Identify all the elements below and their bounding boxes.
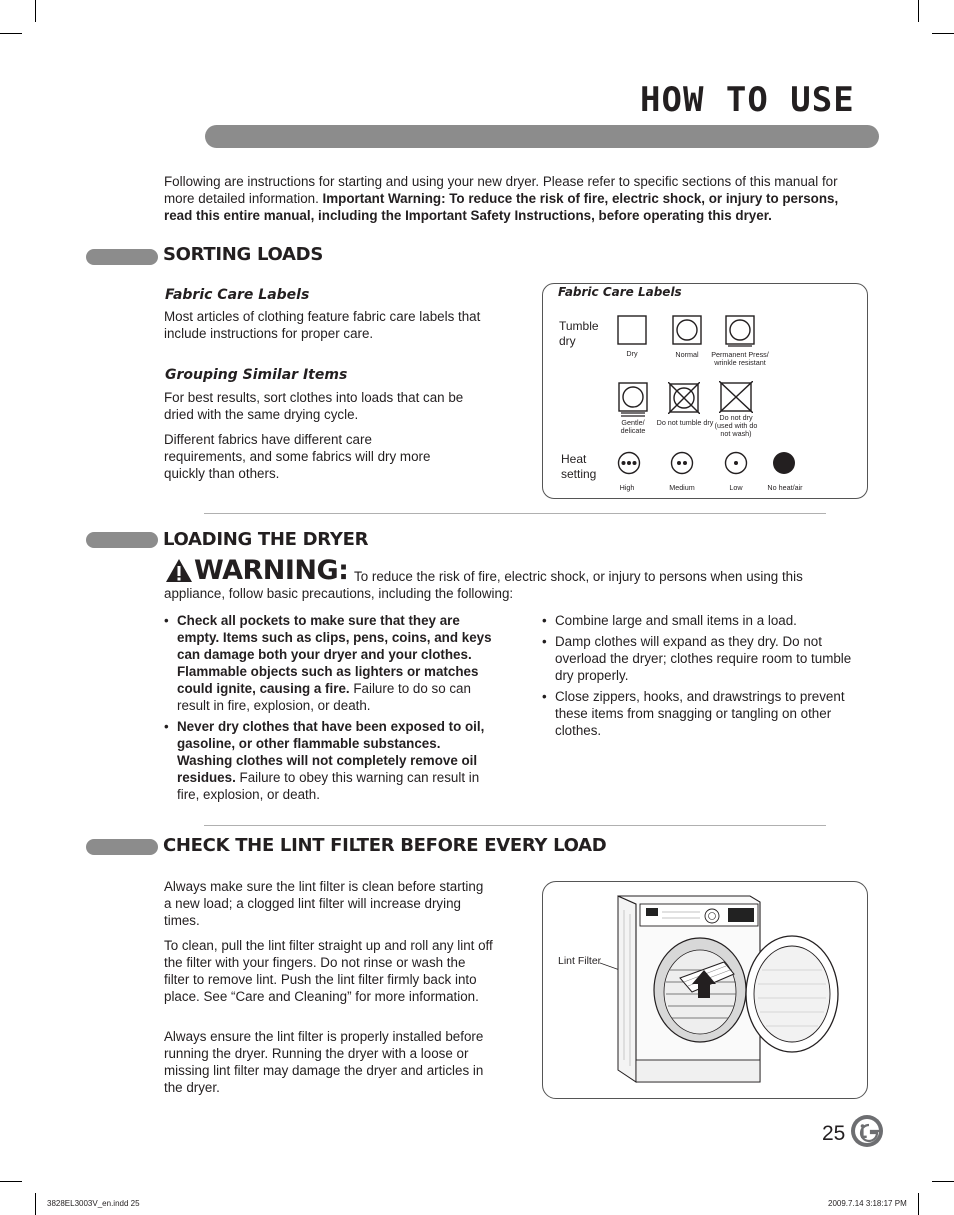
crop-mark [0,1181,22,1182]
dryer-open-door-illustration [600,890,850,1090]
list-item [164,718,494,803]
grouping-heading: Grouping Similar Items [165,367,348,383]
left-bullet-list [164,612,494,807]
list-item: • Damp clothes will expand as they dry. Do not overload the dryer; clothes require room to tumble dry properly. [542,633,857,684]
permanent-press-icon [725,315,755,347]
do-not-dry-icon [719,381,753,413]
medium-caption: Medium [669,483,695,492]
grouping-text-2: Different fabrics have different care requirements, and some fabrics will dry more quickly than others. [164,432,431,481]
dry-caption: Dry [626,349,638,358]
chapter-title: HOW TO USE [640,80,855,120]
tumble-dry-label: Tumble dry [559,319,599,348]
medium-heat-icon [670,451,694,475]
lint-paragraph-2: To clean, pull the lint filter straight up and roll any lint off the filter with your fingers. Do not rinse or wash the filter to remove lint. Push the lint filter firmly back into place. See “Care and Cleaning” for more information. [164,938,493,1004]
low-caption: Low [729,483,743,492]
section-title-lint: CHECK THE LINT FILTER BEFORE EVERY LOAD [163,835,607,856]
list-item [164,612,494,714]
normal-tumble-icon [672,315,702,345]
high-heat-icon [617,451,641,475]
section-pill [86,839,158,855]
dry-square-icon [617,315,647,345]
bullet-bold: Check all pockets to make sure that they are empty. Items such as clips, pens, coins, and keys can damage both your dryer and your clothes. Flammable objects such as lighters or matches could ignite, causing a fire. [177,613,492,696]
bullet-plain: Failure to do so can result in fire, explosion, or death. [177,681,471,713]
section-divider [204,513,826,514]
crop-mark [35,0,36,22]
warning-word: WARNING: [194,555,349,586]
warning-text-body: To reduce the risk of fire, electric shock, or injury to persons when using this appliance, follow basic precautions, including the following: [164,569,803,601]
crop-mark [918,0,919,22]
footer-timestamp: 2009.7.14 3:18:17 PM [828,1199,907,1208]
no-tumble-caption: Do not tumble dry [656,418,714,427]
no-heat-caption: No heat/air [767,483,803,492]
lint-paragraph-3: Always ensure the lint filter is properly installed before running the dryer. Running the dryer with a loose or missing lint filter may damage the dryer and articles in the dryer. [164,1029,484,1095]
no-dry-caption: Do not dry (used with do not wash) [714,413,758,438]
intro-important-warning: Important Warning: To reduce the risk of fire, electric shock, or injury to persons, read this entire manual, including the Important Safety Instructions, before operating this dryer. [164,191,839,223]
low-heat-icon [724,451,748,475]
crop-mark [932,1181,954,1182]
heat-setting-label: Heat setting [561,452,597,481]
crop-mark [932,33,954,34]
warning-text [164,568,864,602]
page-number: 25 [822,1122,846,1145]
chapter-bar [205,125,879,148]
right-bullet-list [542,612,857,743]
list-item: • Close zippers, hooks, and drawstrings to prevent these items from snagging or tangling on other clothes. [542,688,857,739]
lint-paragraph-1: Always make sure the lint filter is clean before starting a new load; a clogged lint filter will increase drying times. [164,879,484,928]
section-pill [86,249,158,265]
care-box-title: Fabric Care Labels [558,285,682,299]
section-title-loading: LOADING THE DRYER [163,529,369,550]
bullet-plain: Failure to obey this warning can result in fire, explosion, or death. [177,770,480,802]
intro-plain: Following are instructions for starting and using your new dryer. Please refer to specific sections of this manual for more detailed information. [164,174,838,206]
intro-paragraph [164,173,854,224]
crop-mark [0,33,22,34]
lint-filter-callout: Lint Filter [558,955,602,967]
bullet-bold: Never dry clothes that have been exposed to oil, gasoline, or other flammable substances. Washing clothes will not completely remove oil residues. [177,719,485,785]
high-caption: High [619,483,635,492]
crop-mark [35,1193,36,1215]
normal-caption: Normal [675,350,699,359]
grouping-text-1: For best results, sort clothes into loads that can be dried with the same drying cycle. [164,390,464,422]
fabric-care-text: Most articles of clothing feature fabric care labels that include instructions for proper care. [164,309,481,341]
permanent-press-caption: Permanent Press/ wrinkle resistant [711,350,769,367]
section-title-sorting: SORTING LOADS [163,244,323,265]
crop-mark [918,1193,919,1215]
section-pill [86,532,158,548]
list-item: • Combine large and small items in a load. [542,612,857,629]
no-heat-icon [772,451,796,475]
no-tumble-dry-icon [668,382,700,414]
fabric-care-heading: Fabric Care Labels [165,287,310,303]
lg-logo-icon [850,1114,884,1148]
gentle-tumble-icon [618,382,648,417]
gentle-caption: Gentle/ delicate [620,418,646,435]
footer-file-name: 3828EL3003V_en.indd 25 [47,1199,140,1208]
section-divider [204,825,826,826]
